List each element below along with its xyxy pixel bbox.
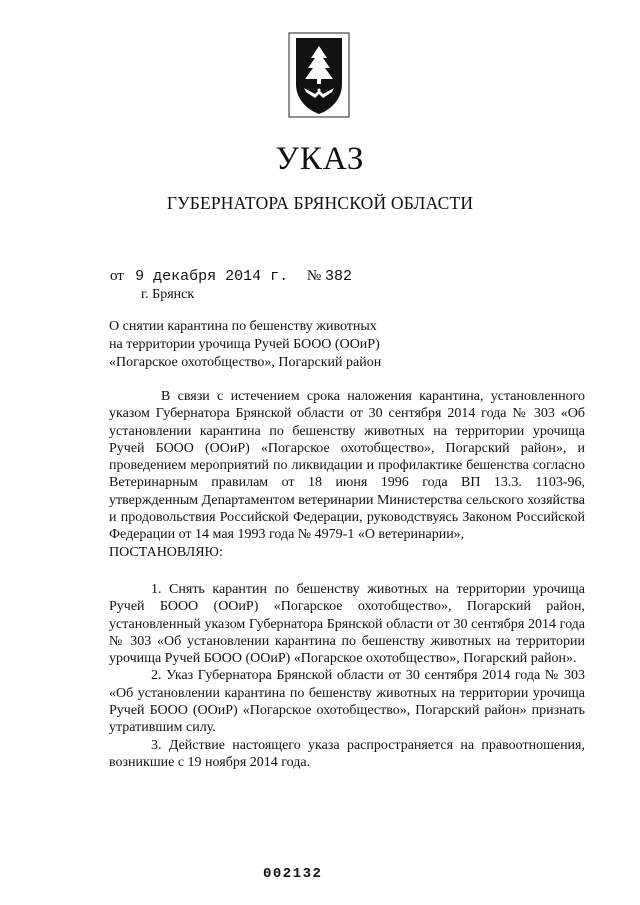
- document-title: УКАЗ: [275, 141, 365, 177]
- topic-line: «Погарское охотобщество», Погарский район: [109, 355, 382, 370]
- coat-of-arms-icon: [288, 32, 350, 118]
- decree-item: 1. Снять карантин по бешенству животных на территории урочища Ручей БООО (ООиР) «Погарское охотобщество», Погарский район, установленный указом Губернатора Брянской области от 30 сентября 2014 года № 303 «Об установлении карантина по бешенству животных на территории урочища Ручей БООО (ООиР) «Погарское охотобщество», Погарский район».: [109, 581, 585, 667]
- decree-date: 9 декабря 2014 г.: [135, 268, 289, 285]
- topic-line: на территории урочища Ручей БООО (ООиР): [109, 337, 380, 352]
- decree-item: 2. Указ Губернатора Брянской области от 30 сентября 2014 года № 303 «Об установлении карантина по бешенству животных на территории урочища Ручей БООО (ООиР) «Погарское охотобщество», Погарский район» признать утратившим силу.: [109, 668, 585, 736]
- date-line: [110, 268, 352, 285]
- preamble-paragraph: В связи с истечением срока наложения карантина, установленного указом Губернатора Брянской области от 30 сентября 2014 года № 303 «Об установлении карантина по бешенству животных на территории урочища Ручей БООО (ООиР) «Погарское охотобщество», Погарский район», и проведением мероприятий по ликвидации и профилактике бешенства согласно Ветеринарным правилам от 18 июня 1996 года ВП 13.3. 1103-96, утвержденным Департаментом ветеринарии Министерства сельского хозяйства и продовольствия Российской Федерации, руководствуясь Законом Российской Федерации от 14 мая 1993 года № 4979-1 «О ветеринарии»,: [109, 389, 585, 543]
- from-label: от: [110, 268, 124, 284]
- number-label: №: [306, 268, 322, 284]
- resolve-heading: ПОСТАНОВЛЯЮ:: [109, 544, 223, 560]
- serial-number: 002132: [263, 866, 323, 882]
- document-body: [109, 388, 585, 771]
- document-subtitle: ГУБЕРНАТОРА БРЯНСКОЙ ОБЛАСТИ: [166, 193, 474, 213]
- decree-number: 382: [324, 268, 352, 285]
- topic-line: О снятии карантина по бешенству животных: [109, 319, 377, 334]
- decree-item: 3. Действие настоящего указа распространяется на правоотношения, возникшие с 19 ноября 2014 года.: [109, 737, 585, 770]
- topic-block: [109, 318, 381, 372]
- city: г. Брянск: [141, 287, 195, 302]
